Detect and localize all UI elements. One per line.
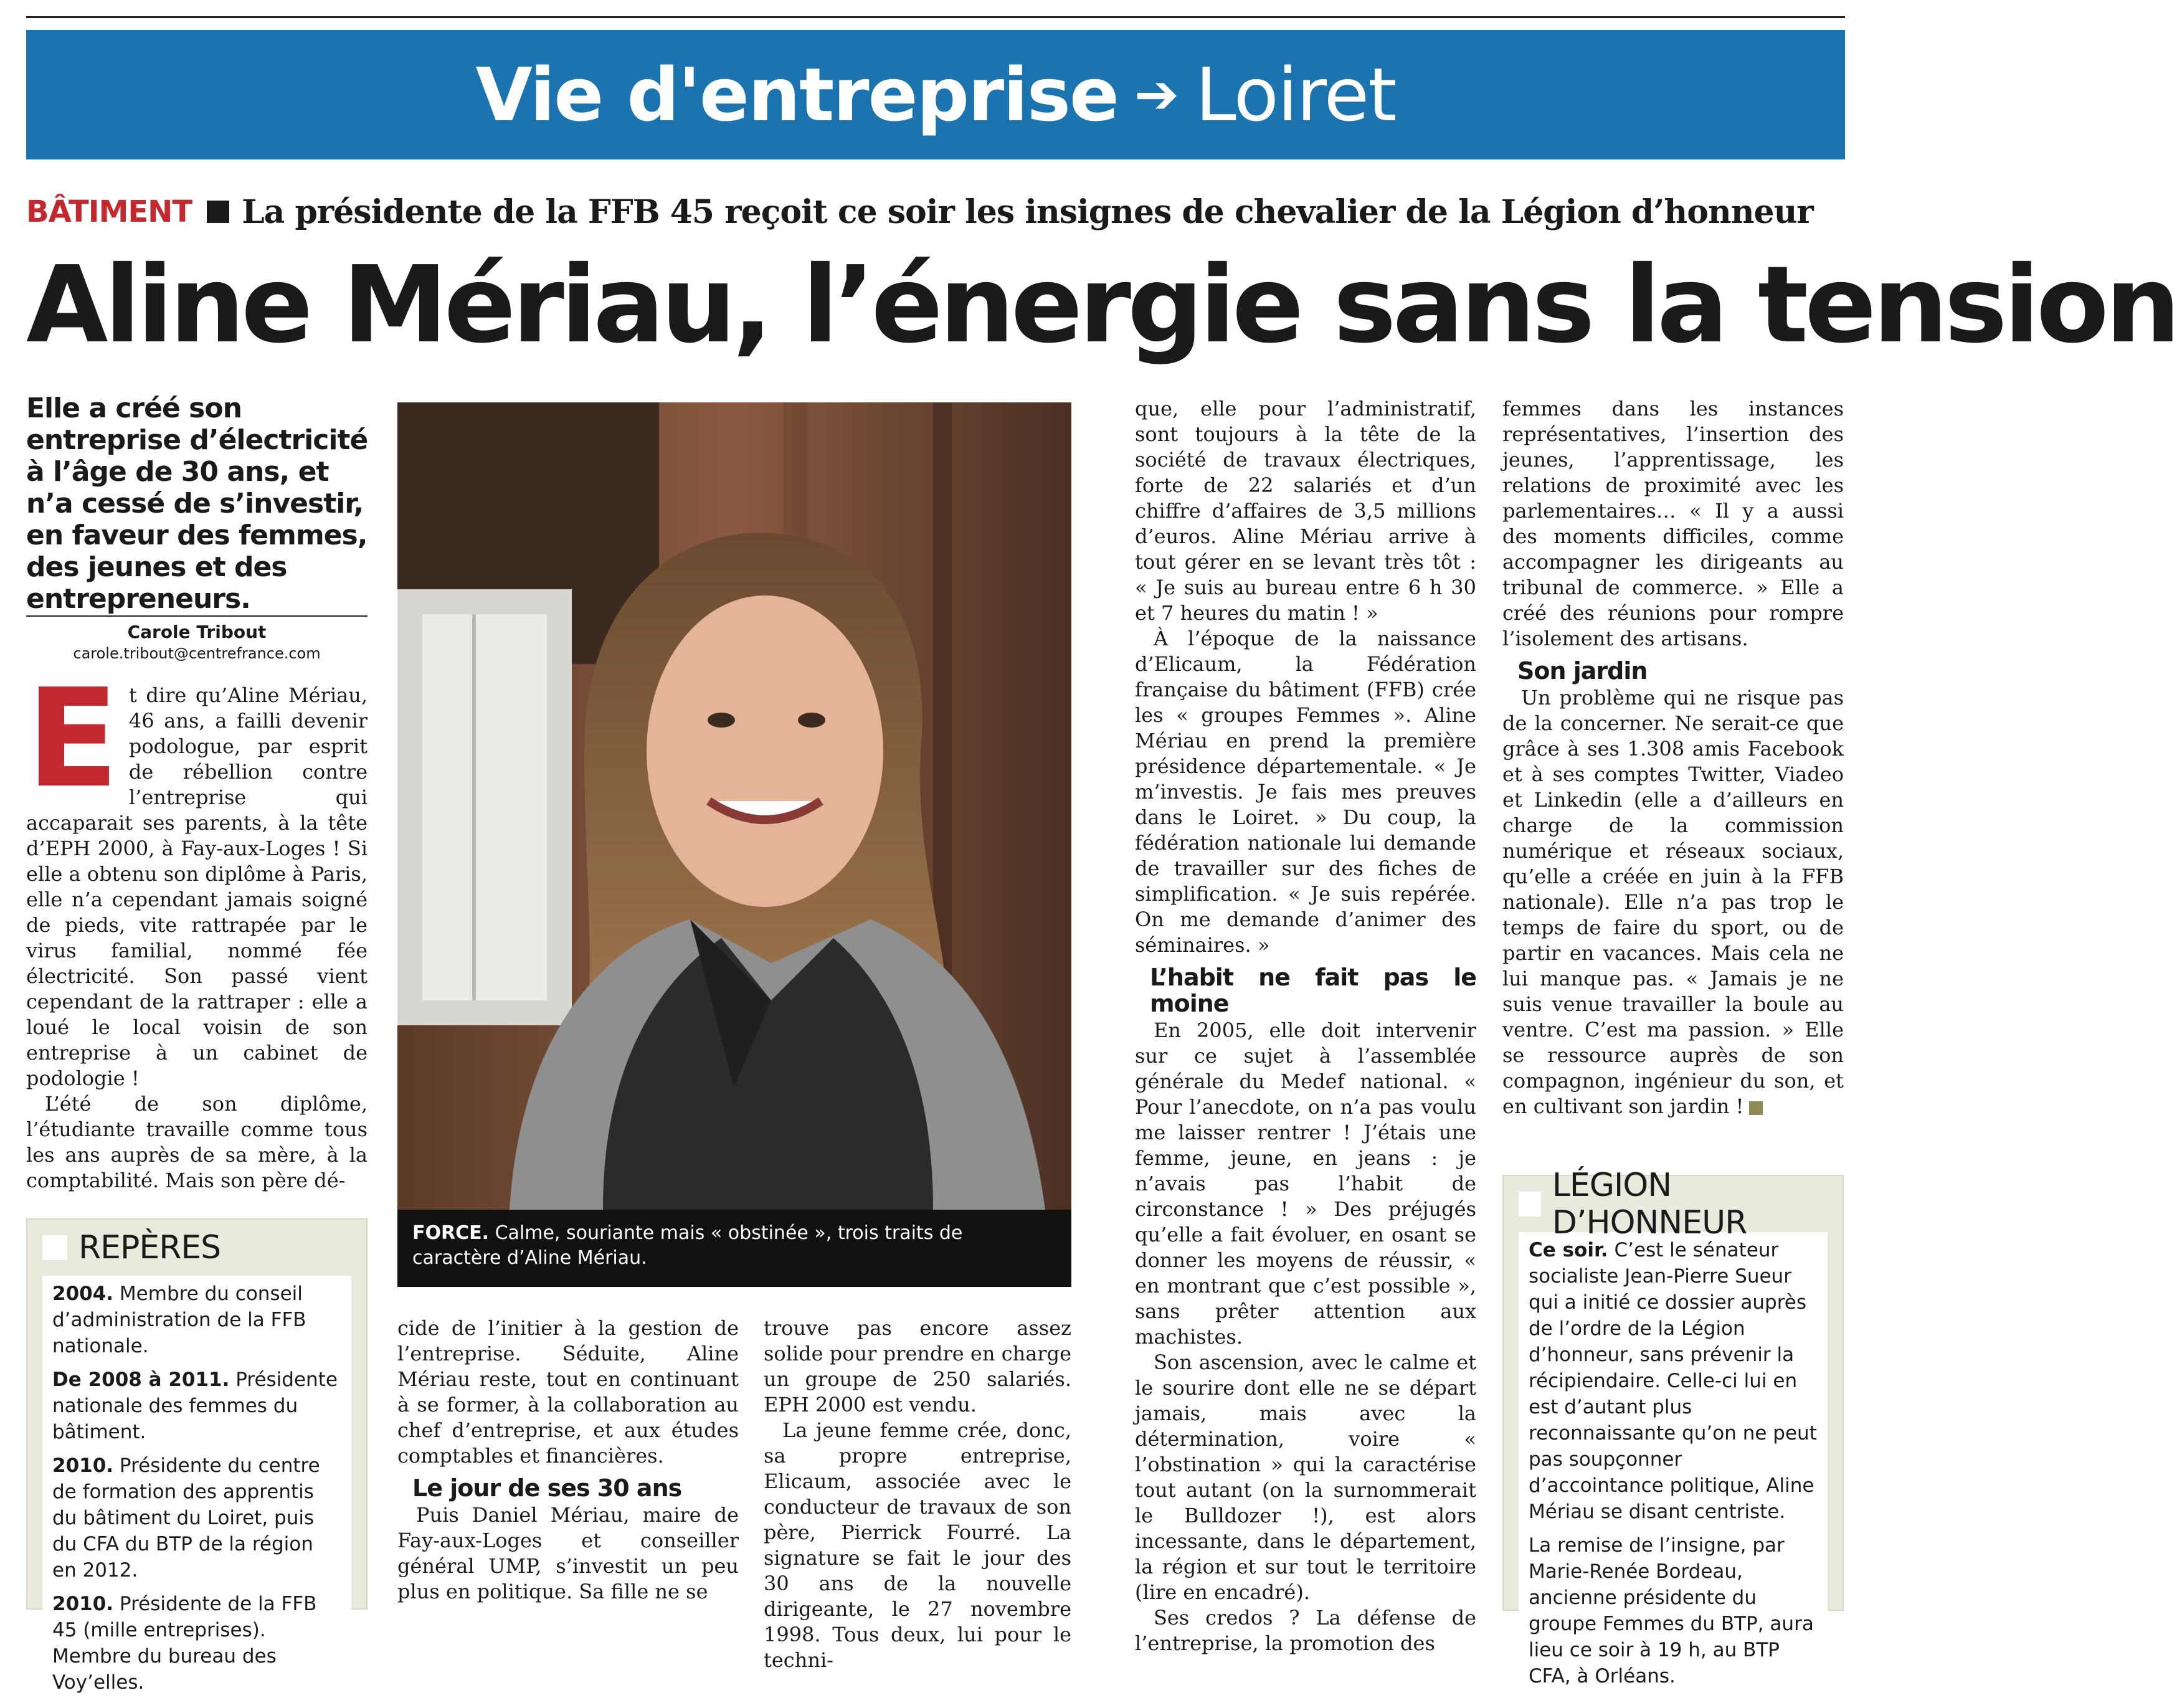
reperes-item (52, 1367, 341, 1445)
article-column-3 (764, 1316, 1071, 1673)
reperes-title: REPÈRES (78, 1229, 221, 1266)
legion-lead: Ce soir. (1529, 1239, 1608, 1261)
col5-paragraph-1: femmes dans les instances représentatives, l’insertion des jeunes, l’apprentissage, les relations de proximité avec les parlementaires… « Il y a aussi des moments difficiles, comme accompagner les dirigeants au tribunal de commerce. » Elle a créé des réunions pour rompre l’isolement des artisans. (1502, 397, 1844, 650)
legion-paragraph-2: La remise de l’insigne, par Marie-Renée Bordeau, ancienne présidente du groupe Femmes du BTP, aura lieu ce soir à 19 h, au BTP CFA, à Orléans. (1529, 1534, 1814, 1687)
reperes-header (27, 1220, 366, 1276)
col4-paragraph-1: que, elle pour l’administratif, sont toujours à la tête de la société de travaux électriques, forte de 22 salariés et d’un chiffre d’affaires de 3,5 millions d’euros. Aline Mériau arrive à tout gérer en se levant très tôt : « Je suis au bureau entre 6 h 30 et 7 heures du matin ! » (1135, 397, 1476, 625)
rubric-label: BÂTIMENT (26, 194, 192, 229)
reperes-year: De 2008 à 2011. (52, 1369, 230, 1391)
portrait-photo (397, 402, 1071, 1287)
end-mark-icon (1749, 1101, 1763, 1115)
legion-paragraph-1 (1529, 1237, 1818, 1525)
legion-box (1502, 1167, 1844, 1687)
reperes-year: 2010. (52, 1454, 114, 1477)
drop-cap: E (26, 660, 119, 818)
col3-paragraph-1: trouve pas encore assez solide pour prendre en charge un groupe de 250 salariés. EPH 2000 est vendu. (764, 1316, 1071, 1416)
reperes-item (52, 1281, 341, 1359)
top-rule (26, 16, 1845, 18)
col4-paragraph-5: Ses credos ? La défense de l’entreprise, la promotion des (1135, 1606, 1476, 1655)
legion-body (1519, 1232, 1828, 1702)
author-email: carole.tribout@centrefrance.com (73, 645, 321, 662)
section-location: Loiret (1195, 52, 1396, 138)
col5-paragraph-2 (1502, 685, 1844, 1119)
reperes-text: Présidente nationale des femmes du bâtiment. (52, 1369, 338, 1443)
caption-text: Calme, souriante mais « obstinée », trois traits de caractère d’Aline Mériau. (412, 1222, 963, 1269)
intro-chapo: Elle a créé son entreprise d’électricité à l’âge de 30 ans, et n’a cessé de s’investir, en faveur des femmes, des jeunes et des entrepreneurs. (26, 392, 368, 615)
kicker (26, 187, 1845, 237)
legion-square-icon (1519, 1192, 1541, 1217)
col1-paragraph-1: t dire qu’Aline Mériau, 46 ans, a failli devenir podologue, par esprit de rébellion contre l’entreprise qui accaparait ses parents, à la tête d’EPH 2000, à Fay-aux-Loges ! Si elle a obtenu son diplôme à Paris, elle n’a cependant jamais soigné de pieds, vite rattrapée par le virus familial, nommé fée électricité. Son passé vient cependant de la rattraper : elle a loué le local voisin de son entreprise à un cabinet de podologie ! (26, 683, 368, 1090)
byline (26, 615, 368, 663)
reperes-text: Présidente du centre de formation des apprentis du bâtiment du Loiret, puis du CFA du BTP de la région en 2012. (52, 1454, 320, 1582)
col2-paragraph-2: Puis Daniel Mériau, maire de Fay-aux-Loges et conseiller général UMP, s’investit un peu plus en politique. Sa fille ne se (397, 1503, 739, 1603)
reperes-square-icon (42, 1235, 67, 1260)
headline: Aline Mériau, l’énergie sans la tension (26, 244, 2177, 367)
article-column-5 (1502, 396, 1844, 1119)
subhead-jardin: Son jardin (1517, 657, 1648, 685)
section-banner (26, 30, 1845, 159)
reperes-text: Membre du conseil d’administration de la FFB nationale. (52, 1283, 306, 1357)
col4-paragraph-4: Son ascension, avec le calme et le sourire dont elle ne se départ jamais, mais avec la détermination, voire « l’obstination » qui la caractérise tout autant (on la surnommerait le Bulldozer !), est alors incessante, dans le département, la région et sur tout le territoire (lire en encadré). (1135, 1350, 1476, 1604)
reperes-year: 2010. (52, 1593, 114, 1615)
reperes-body (42, 1276, 351, 1708)
col4-paragraph-2: À l’époque de la naissance d’Elicaum, la Fédération française du bâtiment (FFB) crée les « groupes Femmes ». Aline Mériau en prend la première présidence départementale. « Je m’investis. Je fais mes preuves dans le Loiret. » Du coup, la fédération nationale lui demande de travailler sur des fiches de simplification. « Je suis repérée. On me demande d’animer des séminaires. » (1135, 627, 1476, 957)
col5-paragraph-2-text: Un problème qui ne risque pas de la concerner. Ne serait-ce que grâce à ses 1.308 amis Facebook et à ses comptes Twitter, Viadeo et Linkedin (elle a d’ailleurs en charge de la commission numérique et réseaux sociaux, qu’elle a créée en juin à la FFB nationale). Elle n’a pas trop le temps de faire du sport, ou de partir en vacances. Mais cela ne lui manque pas. « Jamais je ne suis venue travailler la boule au ventre. C’est ma passion. » Elle se ressource auprès de son compagnon, ingénieur du son, et en cultivant son jardin ! (1502, 686, 1844, 1118)
kicker-deck: La présidente de la FFB 45 reçoit ce soir les insignes de chevalier de la Légion d’honneur (242, 192, 1813, 231)
article-column-2 (397, 1316, 739, 1605)
reperes-item (52, 1591, 341, 1696)
legion-header (1504, 1167, 1843, 1241)
subhead-30-ans: Le jour de ses 30 ans (412, 1474, 682, 1502)
article-column-4 (1135, 396, 1476, 1656)
col2-paragraph-1: cide de l’initier à la gestion de l’entreprise. Séduite, Aline Mériau reste, tout en continuant à se former, à la collaboration au chef d’entreprise, et aux études comptables et financières. (397, 1316, 739, 1468)
reperes-text: Présidente de la FFB 45 (mille entreprises). Membre du bureau des Voy’elles. (52, 1593, 317, 1694)
reperes-year: 2004. (52, 1283, 114, 1305)
portrait-image (397, 402, 1071, 1210)
arrow-right-icon: ➔ (1134, 64, 1180, 126)
section-title: Vie d'entreprise (475, 52, 1118, 138)
photo-caption (397, 1210, 1071, 1287)
col4-paragraph-3: En 2005, elle doit intervenir sur ce sujet à l’assemblée générale du Medef national. « Pour l’anecdote, on n’a pas voulu me laisser rentrer ! J’étais une femme, jeune, en jeans : je n’avais pas l’habit de circonstance ! » Des préjugés qu’elle a fait évoluer, en osant se donner les moyens de réussir, « en montrant que c’est possible », sans prêter attention aux machistes. (1135, 1018, 1476, 1349)
kicker-square-icon (207, 201, 229, 223)
caption-label: FORCE. (412, 1222, 490, 1244)
reperes-box (26, 1218, 368, 1694)
legion-text-1: C’est le sénateur socialiste Jean-Pierre Sueur qui a initié ce dossier auprès de l’ordre de la Légion d’honneur, sans prévenir la récipiendaire. Celle-ci lui en est d’autant plus reconnaissante qu’on ne peut pas soupçonner d’accointance politique, Aline Mériau se disant centriste. (1529, 1239, 1817, 1523)
col1-paragraph-2: L’été de son diplôme, l’étudiante travaille comme tous les ans auprès de sa mère, à la comptabilité. Mais son père dé- (26, 1092, 368, 1192)
article-column-1 (26, 660, 368, 1193)
subhead-habit: L’habit ne fait pas le moine (1150, 964, 1476, 1017)
author-name: Carole Tribout (127, 622, 267, 642)
reperes-item (52, 1453, 341, 1583)
legion-title: LÉGION D’HONNEUR (1552, 1167, 1747, 1241)
col3-paragraph-2: La jeune femme crée, donc, sa propre entreprise, Elicaum, associée avec le conducteur de travaux de son père, Pierrick Fourré. La signature se fait le jour des 30 ans de la nouvelle dirigeante, le 27 novembre 1998. Tous deux, lui pour le techni- (764, 1418, 1071, 1672)
